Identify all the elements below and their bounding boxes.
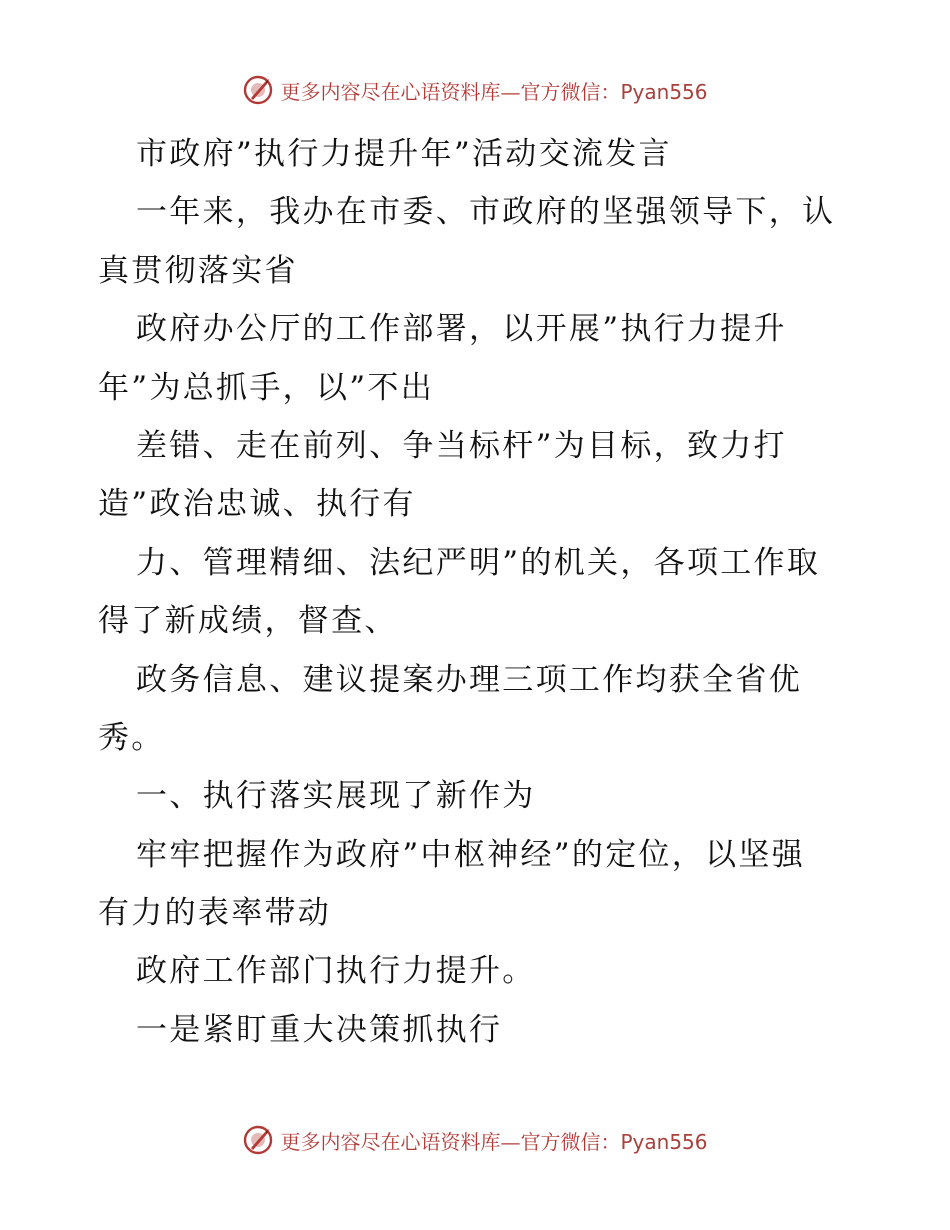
document-line: 差错、走在前列、争当标杆”为目标，致力打 <box>136 427 787 464</box>
document-line: 得了新成绩，督查、 <box>98 603 398 640</box>
document-body <box>98 125 858 1059</box>
document-line: 一是紧盯重大决策抓执行 <box>136 1011 503 1048</box>
document-line: 年”为总抓手，以”不出 <box>98 369 434 406</box>
brand-logo-icon <box>242 1124 274 1156</box>
document-line: 有力的表率带动 <box>98 895 332 932</box>
document-line: 牢牢把握作为政府”中枢神经”的定位，以坚强 <box>136 836 805 873</box>
document-line: 一年来，我办在市委、市政府的坚强领导下，认 <box>136 194 836 231</box>
brand-logo-icon <box>242 74 274 106</box>
watermark-contact: Pyan556 <box>620 79 708 104</box>
document-line: 市政府”执行力提升年”活动交流发言 <box>136 136 672 172</box>
document-line: 力、管理精细、法纪严明”的机关，各项工作取 <box>136 544 821 581</box>
watermark-label: 更多内容尽在心语资料库—官方微信： <box>280 79 621 104</box>
document-line: 造”政治忠诚、执行有 <box>98 486 416 523</box>
watermark-contact: Pyan556 <box>620 1129 708 1154</box>
document-line: 政务信息、建议提案办理三项工作均获全省优 <box>136 661 802 698</box>
document-line: 政府办公厅的工作部署，以开展”执行力提升 <box>136 311 787 348</box>
footer-watermark <box>0 1120 950 1160</box>
watermark-label: 更多内容尽在心语资料库—官方微信： <box>280 1129 621 1154</box>
document-line: 一、执行落实展现了新作为 <box>136 778 536 815</box>
document-line: 政府工作部门执行力提升。 <box>136 953 536 990</box>
document-line: 真贯彻落实省 <box>98 252 298 289</box>
document-line: 秀。 <box>98 719 165 756</box>
header-watermark <box>0 70 950 110</box>
watermark-text <box>280 76 707 105</box>
watermark-text <box>280 1126 707 1155</box>
